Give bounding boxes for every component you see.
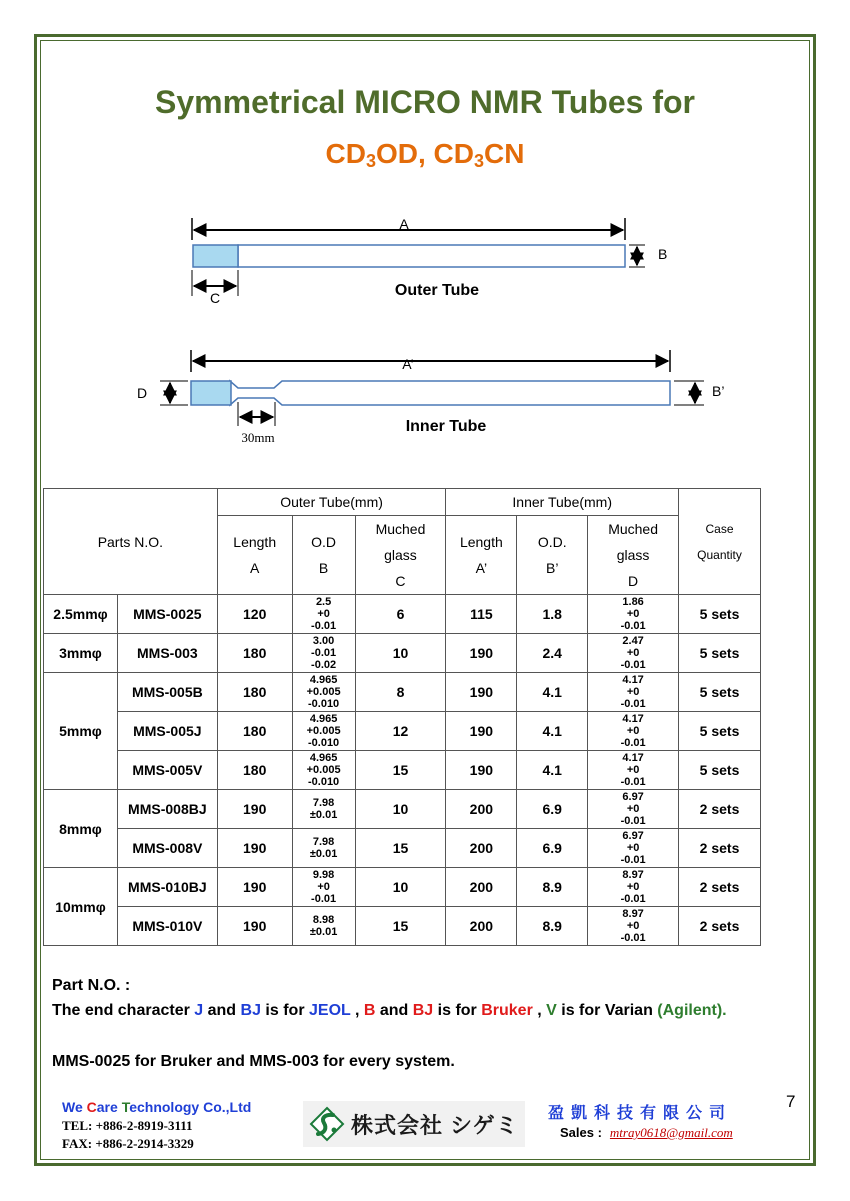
part-no-description: The end character J and BJ is for JEOL , B and BJ is for Bruker , V is for Varian (Agilent). — [52, 1002, 727, 1019]
table-row: MMS-005J 180 4.965 +0.005 -0.010 12 190 4.1 4.17 +0 -0.01 5 sets — [44, 712, 761, 751]
part-number: MMS-010V — [117, 907, 217, 946]
header-length-a: Length A — [217, 516, 292, 595]
sales-email-link[interactable]: mtray0618@gmail.com — [609, 1125, 733, 1140]
inner-tube-label: Inner Tube — [405, 418, 487, 435]
header-od-b: O.D B — [292, 516, 355, 595]
header-glass-c: Muched glass C — [355, 516, 446, 595]
group-label: 5mmφ — [44, 673, 118, 790]
part-number: MMS-003 — [117, 634, 217, 673]
phone-number: TEL: +886-2-8919-3111 — [62, 1118, 193, 1133]
group-label: 2.5mmφ — [44, 595, 118, 634]
shigemi-logo-icon — [309, 1106, 345, 1142]
outer-tube-end — [193, 245, 238, 267]
table-row: 8mmφ MMS-008BJ 190 7.98 ±0.01 10 200 6.9 6.97 +0 -0.01 2 sets — [44, 790, 761, 829]
tube-diagram — [0, 200, 850, 450]
dim-a2-label: A’ — [402, 356, 414, 372]
part-number: MMS-005J — [117, 712, 217, 751]
header-parts: Parts N.O. — [44, 489, 218, 595]
dim-b2-label: B’ — [712, 383, 725, 399]
table-row: MMS-005V 180 4.965 +0.005 -0.010 15 190 4.1 4.17 +0 -0.01 5 sets — [44, 751, 761, 790]
group-label: 8mmφ — [44, 790, 118, 868]
page-number: 7 — [786, 1092, 796, 1111]
compatibility-note: MMS-0025 for Bruker and MMS-003 for every system. — [52, 1053, 455, 1070]
header-glass-d: Muched glass D — [588, 516, 679, 595]
header-outer: Outer Tube(mm) — [217, 489, 446, 516]
spec-table — [43, 488, 761, 946]
table-row: MMS-008V 190 7.98 ±0.01 15 200 6.9 6.97 +0 -0.01 2 sets — [44, 829, 761, 868]
table-row: 10mmφ MMS-010BJ 190 9.98 +0 -0.01 10 200 8.9 8.97 +0 -0.01 2 sets — [44, 868, 761, 907]
part-no-label: Part N.O. : — [52, 977, 131, 994]
fax-number: FAX: +886-2-2914-3329 — [62, 1136, 194, 1151]
table-row: MMS-010V 190 8.98 ±0.01 15 200 8.9 8.97 +0 -0.01 2 sets — [44, 907, 761, 946]
page-subtitle: $CD_3OD$, $CD_3CN$ — [325, 138, 525, 171]
part-number: MMS-005B — [117, 673, 217, 712]
table-row: 3mmφ MMS-003 180 3.00 -0.01 -0.02 10 190 2.4 2.47 +0 -0.01 5 sets — [44, 634, 761, 673]
chinese-company-name: 盈凱科技有限公司 — [548, 1103, 733, 1122]
inner-tube-body — [230, 381, 670, 405]
company-name: We Care Technology Co.,Ltd — [62, 1099, 252, 1115]
header-od-b2: O.D. B’ — [517, 516, 588, 595]
page-title: Symmetrical MICRO NMR Tubes for — [155, 84, 695, 120]
outer-tube-label: Outer Tube — [394, 282, 480, 299]
header-length-a2: Length A’ — [446, 516, 517, 595]
part-number: MMS-005V — [117, 751, 217, 790]
dim-a-label: A — [399, 216, 409, 232]
dim-c-label: C — [209, 290, 221, 306]
inner-tube-end — [191, 381, 231, 405]
outer-tube-body — [238, 245, 625, 267]
group-label: 10mmφ — [44, 868, 118, 946]
header-case-qty: Case Quantity — [679, 489, 761, 595]
dim-b-label: B — [658, 246, 668, 262]
part-number: MMS-0025 — [117, 595, 217, 634]
part-number: MMS-008BJ — [117, 790, 217, 829]
shigemi-logo — [303, 1101, 525, 1147]
dim-30-label: 30mm — [241, 430, 275, 445]
dim-d-label: D — [137, 385, 148, 401]
table-row: 5mmφ MMS-005B 180 4.965 +0.005 -0.010 8 190 4.1 4.17 +0 -0.01 5 sets — [44, 673, 761, 712]
table-row: 2.5mmφ MMS-0025 120 2.5 +0 -0.01 6 115 1.8 1.86 +0 -0.01 5 sets — [44, 595, 761, 634]
part-number: MMS-010BJ — [117, 868, 217, 907]
header-inner: Inner Tube(mm) — [446, 489, 679, 516]
logo-text: 株式会社 シゲミ — [351, 1112, 519, 1138]
group-label: 3mmφ — [44, 634, 118, 673]
sales-contact: Sales : mtray0618@gmail.com — [560, 1125, 733, 1140]
part-number: MMS-008V — [117, 829, 217, 868]
